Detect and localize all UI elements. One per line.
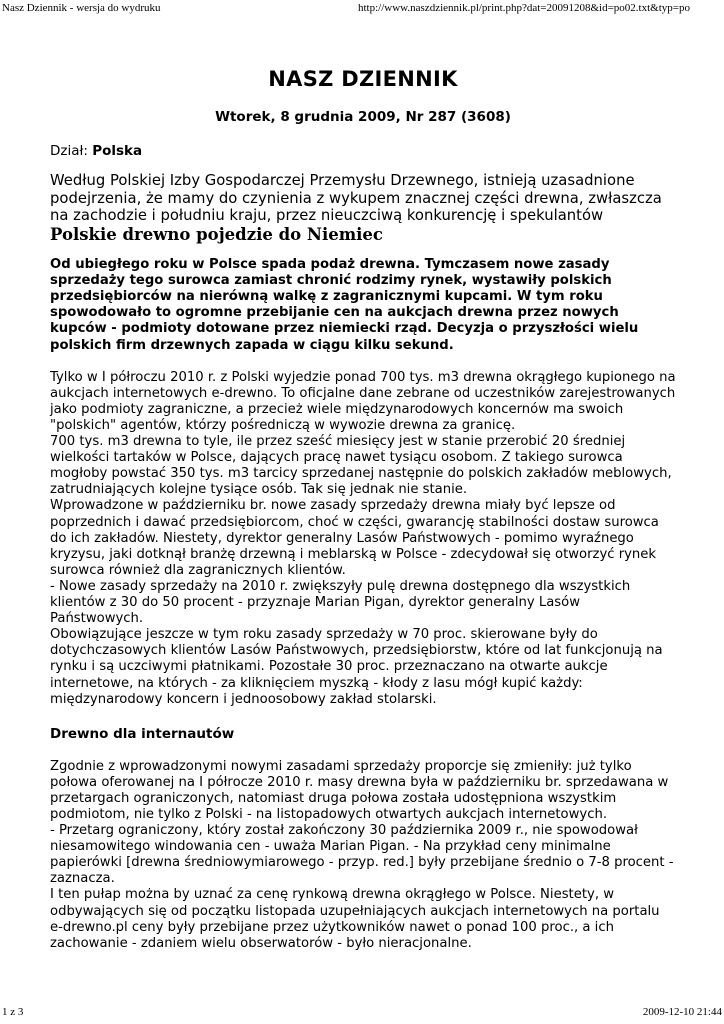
- article-summary: Od ubiegłego roku w Polsce spada podaż drewna. Tymczasem nowe zasady sprzedaży tego surowca zamiast chronić rodzimy rynek, wystawiły polskich przedsiębiorców na nierówną walkę z zagranicznymi kupcami. W tym roku spowodowało to ogromne przebijanie cen na aukcjach drewna przez nowych kupców - podmioty dotowane przez niemiecki rząd. Decyzja o przyszłości wielu polskich firm drzewnych zapada w ciągu kilku sekund.: [50, 256, 639, 353]
- masthead: NASZ DZIENNIK: [268, 67, 458, 91]
- article-lead: Według Polskiej Izby Gospodarczej Przemysłu Drzewnego, istnieją uzasadnione podejrzenia, że mamy do czynienia z wykupem znacznej części drewna, zwłaszcza na zachodzie i południu kraju, przez nieuczciwą konkurencję i spekulantów: [50, 172, 662, 224]
- section-label: Dział:: [50, 143, 88, 159]
- article: [50, 64, 676, 952]
- print-header-url: http://www.naszdziennik.pl/print.php?dat=20091208&id=po02.txt&typ=po: [358, 2, 690, 14]
- body-paragraph: Obowiązujące jeszcze w tym roku zasady sprzedaży w 70 proc. skierowane były do dotychczasowych klientów Lasów Państwowych, przedsiębiorstw, które od lat funkcjonują na rynku i są uczciwymi płatnikami. Pozostałe 30 proc. przeznaczano na otwarte aukcje internetowe, na których - za kliknięciem myszką - kłody z lasu mógł kupić każdy: międzynarodowy koncern i jednoosobowy zakład stolarski.: [50, 627, 663, 707]
- body-paragraph: Tylko w I półroczu 2010 r. z Polski wyjedzie ponad 700 tys. m3 drewna okrągłego kupionego na aukcjach internetowych e-drewno. To oficjalne dane zebrane od uczestników zarejestrowanych jako podmioty zagraniczne, a przecież wiele międzynarodowych koncernów ma swoich "polskich" agentów, którzy pośredniczą w wywozie drewna za granicę.: [50, 369, 676, 433]
- section-value: Polska: [92, 143, 143, 159]
- article-subheading: Drewno dla internautów: [50, 725, 235, 742]
- body-paragraph: - Przetarg ograniczony, który został zakończony 30 października 2009 r., nie spowodował niesamowitego windowania cen - uważa Marian Pigan. - Na przykład ceny minimalne papierówki [drewna średniowymiarowego - przyp. red.] były przebijane średnio o 7-8 procent - zaznacza.: [50, 823, 674, 887]
- article-body-part-1: [50, 370, 676, 708]
- article-headline: Polskie drewno pojedzie do Niemiec: [50, 224, 383, 244]
- issue-line: Wtorek, 8 grudnia 2009, Nr 287 (3608): [215, 109, 511, 125]
- article-body-part-2: [50, 759, 676, 952]
- body-paragraph: - Nowe zasady sprzedaży na 2010 r. zwiększyły pulę drewna dostępnego dla wszystkich klientów z 30 do 50 procent - przyznaje Marian Pigan, dyrektor generalny Lasów Państwowych.: [50, 578, 631, 627]
- body-paragraph: Wprowadzone w październiku br. nowe zasady sprzedaży drewna miały być lepsze od poprzednich i dawać przedsiębiorcom, choć w części, gwarancję stabilności dostaw surowca do ich zakładów. Niestety, dyrektor generalny Lasów Państwowych - pomimo wyraźnego kryzysu, jaki dotknął branżę drzewną i meblarską w Polsce - zdecydował się otworzyć rynek surowca również dla zagranicznych klientów.: [50, 498, 659, 578]
- print-footer: [0, 1006, 724, 1020]
- print-header-title: Nasz Dziennik - wersja do wydruku: [2, 2, 161, 14]
- print-header: [0, 2, 724, 16]
- print-datetime: 2009-12-10 21:44: [642, 1006, 722, 1018]
- body-paragraph: Zgodnie z wprowadzonymi nowymi zasadami sprzedaży proporcje się zmieniły: już tylko połowa oferowanej na I półrocze 2010 r. masy drewna była w październiku br. sprzedawana w przetargach ograniczonych, natomiast druga połowa została udostępniona wszystkim podmiotom, nie tylko z Polski - na listopadowych otwartych aukcjach internetowych.: [50, 758, 669, 822]
- body-paragraph: I ten pułap można by uznać za cenę rynkową drewna okrągłego w Polsce. Niestety, w odbywających się od początku listopada uzupełniających aukcjach internetowych na portalu e-drewno.pl ceny były przebijane przez użytkowników nawet o ponad 100 proc., a ich zachowanie - zdaniem wielu obserwatorów - było nieracjonalne.: [50, 887, 660, 951]
- section-line: [50, 142, 676, 160]
- page-number: 1 z 3: [2, 1006, 24, 1018]
- body-paragraph: 700 tys. m3 drewna to tyle, ile przez sześć miesięcy jest w stanie przerobić 20 średniej wielkości tartaków w Polsce, dających pracę nawet tysiącu osobom. Z takiego surowca mogłoby powstać 350 tys. m3 tarcicy sprzedanej następnie do polskich zakładów meblowych, zatrudniających kolejne tysiące osób. Tak się jednak nie stanie.: [50, 434, 672, 498]
